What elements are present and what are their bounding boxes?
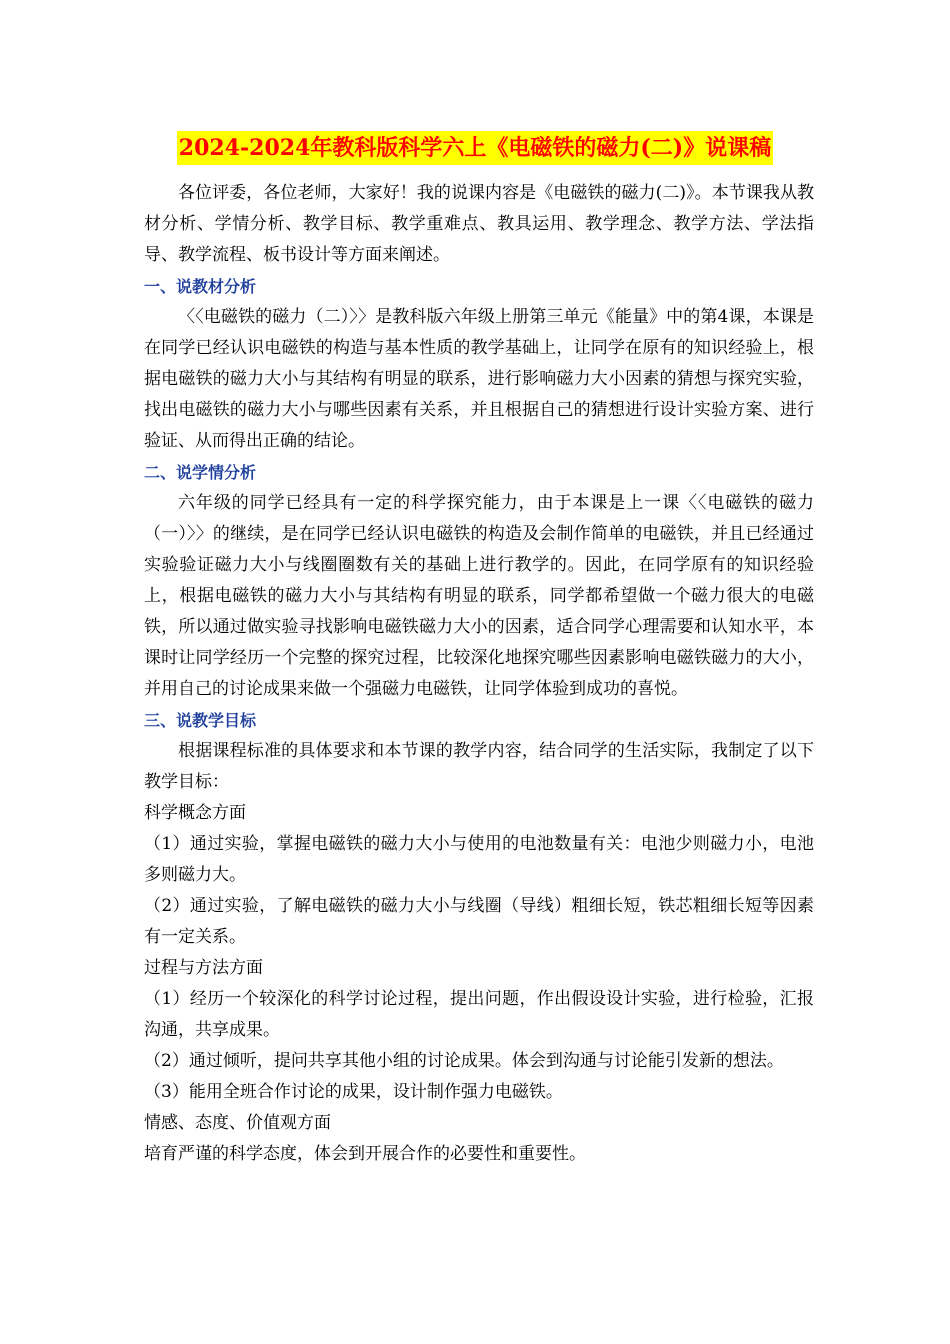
section2-heading: 二、说学情分析 <box>144 463 257 482</box>
title-wrap <box>0 131 950 165</box>
goal-item: （2）通过倾听，提问共享其他小组的讨论成果。体会到沟通与讨论能引发新的想法。 <box>144 1051 784 1071</box>
section3-heading: 三、说教学目标 <box>144 711 257 730</box>
document-title: 2024-2024年教科版科学六上《电磁铁的磁力(二)》说课稿 <box>177 131 773 165</box>
goal-item: （3）能用全班合作讨论的成果，设计制作强力电磁铁。 <box>144 1082 563 1102</box>
goal-group-title-attitude: 情感、态度、价值观方面 <box>144 1113 331 1133</box>
goal-item: 培育严谨的科学态度，体会到开展合作的必要性和重要性。 <box>144 1144 586 1164</box>
intro-paragraph: 各位评委，各位老师，大家好！我的说课内容是《电磁铁的磁力(二)》。本节课我从教材分析、学情分析、教学目标、教学重难点、教具运用、教学理念、教学方法、学法指导、教学流程、板书设计等方面来阐述。 <box>144 183 814 265</box>
goal-group-title-process: 过程与方法方面 <box>144 958 263 978</box>
section2-paragraph: 六年级的同学已经具有一定的科学探究能力，由于本课是上一课〈〈电磁铁的磁力（一）〉〉的继续，是在同学已经认识电磁铁的构造及会制作简单的电磁铁，并且已经通过实验验证磁力大小与线圈圈数有关的基础上进行教学的。因此，在同学原有的知识经验上，根据电磁铁的磁力大小与其结构有明显的联系，同学都希望做一个磁力很大的电磁铁，所以通过做实验寻找影响电磁铁磁力大小的因素，适合同学心理需要和认知水平，本课时让同学经历一个完整的探究过程，比较深化地探究哪些因素影响电磁铁磁力的大小，并用自己的讨论成果来做一个强磁力电磁铁，让同学体验到成功的喜悦。 <box>144 493 814 699</box>
section1-heading: 一、说教材分析 <box>144 277 257 296</box>
goal-group-title-concept: 科学概念方面 <box>144 803 246 823</box>
goal-item: （2）通过实验，了解电磁铁的磁力大小与线圈（导线）粗细长短，铁芯粗细长短等因素有一定关系。 <box>144 896 814 947</box>
goal-item: （1）经历一个较深化的科学讨论过程，提出问题，作出假设设计实验，进行检验，汇报沟通，共享成果。 <box>144 989 814 1040</box>
goal-item: （1）通过实验，掌握电磁铁的磁力大小与使用的电池数量有关：电池少则磁力小，电池多则磁力大。 <box>144 834 814 885</box>
document-body <box>144 178 814 1170</box>
section3-paragraph: 根据课程标准的具体要求和本节课的教学内容，结合同学的生活实际，我制定了以下教学目标： <box>144 741 814 792</box>
section1-paragraph: 〈〈电磁铁的磁力（二）〉〉是教科版六年级上册第三单元《能量》中的第4课，本课是在同学已经认识电磁铁的构造与基本性质的教学基础上，让同学在原有的知识经验上，根据电磁铁的磁力大小与其结构有明显的联系，进行影响磁力大小因素的猜想与探究实验，找出电磁铁的磁力大小与哪些因素有关系，并且根据自己的猜想进行设计实验方案、进行验证、从而得出正确的结论。 <box>144 307 814 451</box>
